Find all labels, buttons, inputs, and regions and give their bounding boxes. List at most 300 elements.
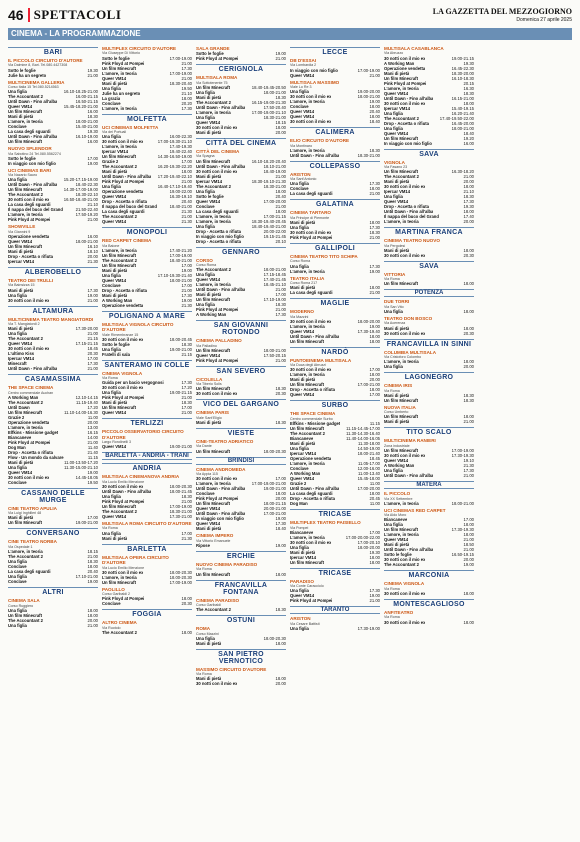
film-title: Il nappa del buco del Grand [102, 204, 157, 210]
film-row [196, 420, 286, 425]
film-title: 30 notti con il mio ex [196, 681, 238, 687]
film-times: 20.00 [87, 419, 98, 425]
cinema-name: UCI CINEMAS MOLFETTA [102, 124, 159, 130]
film-times: 20.10 [275, 238, 286, 244]
film-title: Un film Minecraft [8, 520, 42, 526]
film-title: Queer VM14 [102, 194, 127, 200]
cinema-block [8, 278, 98, 303]
film-title: Ipercar VM14 [102, 149, 129, 155]
film-title: Queer VM14 [196, 352, 221, 358]
film-times: 17.10-19.00 [263, 297, 286, 303]
film-title: 30 notti con il mio ex [102, 569, 144, 575]
cinema-name: ROMA [196, 626, 211, 632]
cinema-address: Via Luigi Inghilleri 48 [8, 511, 42, 516]
film-title: Pink Floyd at Pompei [102, 596, 145, 602]
cinema-address: Via Vittorio Emanuele [196, 538, 231, 543]
film-times: 17.20-19.40-22.10 [157, 174, 192, 180]
film-times: 16.10 [87, 244, 98, 250]
film-times: 19.00 [275, 516, 286, 522]
film-title: L'amore, in teoria [8, 212, 43, 218]
film-title: Sotto le foglie [384, 552, 412, 558]
film-times: 17.00 [369, 367, 380, 373]
city-heading: TITO SCALO [384, 427, 474, 436]
city-heading: GENNARO [196, 247, 286, 256]
film-title: Queer VM14 [384, 130, 409, 136]
film-times: 19.50 [181, 85, 192, 91]
film-times: 20.00 [369, 377, 380, 383]
listing-column [290, 44, 380, 838]
cinema-address: Via Acerenza [384, 321, 406, 326]
film-title: L'amore, in teoria [384, 532, 419, 538]
film-row [290, 501, 380, 506]
film-times: 18.00 [369, 491, 380, 497]
city-heading: MAGLIE [290, 298, 380, 307]
cinema-name: MULTISALA ROMA [196, 75, 238, 81]
film-times: 18.40 [275, 526, 286, 532]
film-times: 21.15 [181, 351, 192, 357]
cinema-name: DB D'ESSAI [290, 58, 317, 63]
film-title: Until Dawn - Fino all'alba [8, 99, 58, 105]
film-times: 18.30 [275, 607, 286, 613]
cinema-address: Via Abruzzo [384, 51, 404, 56]
film-times: 17.00-19.00 [169, 55, 192, 61]
film-times: 18.00 [463, 325, 474, 331]
cinema-block [102, 322, 192, 357]
film-times: 18.00 [181, 596, 192, 602]
film-times: 21.00 [181, 214, 192, 220]
film-row [290, 191, 380, 196]
film-times: 19.00-21.00 [75, 520, 98, 526]
film-title: Until Dawn [8, 404, 30, 410]
film-title: Biancaneve [290, 529, 314, 535]
film-title: Una figlia [384, 110, 403, 116]
film-row [384, 419, 474, 424]
film-title: Ripose [196, 542, 210, 548]
film-times: 18.30 [87, 559, 98, 565]
cinema-address: Corso Roma 217 [290, 281, 318, 286]
cinema-name: TEATRO ITALIA [290, 275, 325, 281]
film-title: Queer VM14 [290, 114, 315, 120]
film-times: 18.40-19.40-21.00 [251, 223, 286, 229]
cinema-name: UCI CINEMAS BARI [8, 167, 51, 173]
film-times: 18.00 [463, 184, 474, 190]
film-title: La casa degli sguardi [196, 208, 239, 214]
cinema-address: Centro commerciale Surbo [290, 416, 333, 421]
film-title: L'amore, in teoria [290, 99, 325, 105]
film-times: 17.00 [369, 392, 380, 398]
film-times: 16.15 [87, 429, 98, 435]
film-times: 17.30-21.00 [169, 514, 192, 520]
film-times: 17.20 [87, 404, 98, 410]
film-title: Queer VM14 [196, 277, 221, 283]
film-title: Mani di pietà [196, 526, 222, 532]
film-times: 20.40 [275, 193, 286, 199]
film-title: Operazione vendetta [102, 189, 144, 195]
film-times: 18.30 [463, 90, 474, 96]
film-times: 21.00 [463, 547, 474, 553]
cinema-address: Via Pergolesi [384, 243, 406, 248]
film-title: In viaggio con mio figlio [384, 140, 432, 146]
film-times: 17.40-21.20 [169, 247, 192, 253]
film-times: 18.30-21.00 [263, 183, 286, 189]
film-title: Una figlia [196, 115, 215, 121]
cinema-block [102, 371, 192, 416]
cinema-address: Via Nazario Sauro [8, 173, 38, 178]
film-title: L'amore, in teoria [384, 219, 419, 225]
cinema-address: Via Ospedale 1 [8, 544, 33, 549]
film-times: 18.00-20.30 [263, 448, 286, 454]
film-title: Until Dawn - Fino all'alba [8, 134, 58, 140]
cinema-block [384, 610, 474, 625]
film-title: Grazie 2 [102, 159, 119, 165]
film-times: 18.00 [369, 338, 380, 344]
film-title: L'amore, in teoria [102, 70, 137, 76]
film-title: The Accountant 2 [290, 431, 325, 437]
film-title: Mani di pietà [290, 220, 316, 226]
city-heading: SANTERAMO IN COLLE [102, 360, 192, 369]
film-title: Mani di pietà [8, 459, 34, 465]
city-heading: COLLEPASSO [290, 161, 380, 170]
film-times: 11.00-13.50-17.20 [64, 459, 98, 465]
film-title: Queer VM14 [384, 90, 409, 96]
film-title: Queer VM14 [290, 593, 315, 599]
film-title: Una figlia [290, 225, 309, 231]
film-times: 19.00 [275, 542, 286, 548]
film-times: 21.30 [181, 209, 192, 215]
film-row [8, 480, 98, 485]
film-title: 30 notti con il mio ex [196, 391, 238, 397]
film-title: L'amore, in teoria [196, 481, 231, 487]
film-times: 19.00-21.00 [263, 486, 286, 492]
city-heading: FRANCAVILLA IN SINNI [384, 339, 474, 348]
film-title: Un film Minecraft [196, 297, 230, 303]
cinema-address: Via Roma [384, 586, 400, 591]
film-title: Un film Minecraft [196, 448, 230, 454]
film-title: L'amore, in teoria [8, 549, 43, 555]
film-times: 18.00 [463, 359, 474, 365]
film-times: 17.50-19.20 [75, 212, 98, 218]
film-times: 20.30 [275, 391, 286, 397]
film-times: 19.00 [87, 579, 98, 585]
film-title: Una figlia [290, 588, 309, 594]
film-title: Queer VM14 [290, 476, 315, 482]
cinema-block [384, 316, 474, 336]
film-title: Una figlia [102, 85, 121, 91]
film-title: Ipercar VM14 [290, 451, 317, 457]
film-title: Un film Minecraft [8, 109, 42, 115]
film-times: 11.05-17.00 [357, 461, 380, 467]
film-times: 18.30 [463, 397, 474, 403]
film-times: 18.40-21.00 [169, 204, 192, 210]
cinema-block [290, 520, 380, 565]
film-times: 21.15 [87, 336, 98, 342]
film-times: 18.30-21.00 [169, 509, 192, 515]
cinema-block [196, 467, 286, 532]
cinema-name: CINE TEATRO APULIA [8, 505, 57, 511]
film-title: Drop - Accetta o rifiuta [384, 204, 429, 210]
film-times: 17.30-19.00 [357, 625, 380, 631]
film-times: 21.00 [463, 537, 474, 543]
film-times: 18.00-20.30 [263, 635, 286, 641]
film-title: The Accountant 2 [384, 115, 419, 121]
film-times: 18.00-20.45 [169, 336, 192, 342]
film-times: 17.00-20.00 [357, 486, 380, 492]
film-title: 30 notti con il mio ex [102, 484, 144, 490]
film-title: Un film Minecraft [196, 386, 230, 392]
cinema-address: Via Pompei [290, 525, 309, 530]
film-title: The Accountant 2 [384, 174, 419, 180]
film-times: 21.00 [181, 395, 192, 401]
city-heading: SAVA [384, 149, 474, 158]
film-times: 17.50-20.40 [263, 105, 286, 111]
film-times: 18.00 [369, 220, 380, 226]
film-times: 18.00 [369, 333, 380, 339]
city-heading: SURBO [290, 400, 380, 409]
film-times: 18.50 [463, 542, 474, 548]
film-times: 17.00 [87, 356, 98, 362]
film-title: In viaggio con mio figlio [290, 67, 338, 73]
film-title: Un film Minecraft [290, 338, 324, 344]
cinema-name: CINEMA PARADISO [196, 597, 240, 603]
film-times: 19.10 [463, 458, 474, 464]
film-times: 18.15 [87, 549, 98, 555]
film-title: Mani di pietà [290, 285, 316, 291]
film-title: Il nappa del buco del Grand [384, 214, 439, 220]
cinema-address: Corso Garibaldi 2 [102, 592, 130, 597]
film-times: 21.00 [87, 622, 98, 628]
film-title: Dog Man [8, 444, 26, 450]
city-heading: LAGONEGRO [384, 372, 474, 381]
cinema-block [102, 587, 192, 607]
cinema-block [384, 350, 474, 370]
film-title: 30 notti con il mio ex [290, 230, 332, 236]
film-times: 21.30 [87, 259, 98, 265]
cinema-block [8, 224, 98, 264]
cinema-block [290, 358, 380, 398]
cinema-block [196, 562, 286, 577]
film-times: 20.20 [181, 100, 192, 106]
film-times: 20.30 [87, 351, 98, 357]
film-title: Sotto le foglie [196, 51, 224, 57]
film-title: Una figlia [8, 607, 27, 613]
film-times: 17.30 [181, 65, 192, 71]
film-times: 18.00 [181, 629, 192, 635]
cinema-block [384, 491, 474, 506]
film-times: 17.30 [369, 181, 380, 187]
film-title: Un film Minecraft [384, 135, 418, 141]
film-times: 19.15-21.45 [263, 233, 286, 239]
film-title: Pink Floyd at Pompei [196, 56, 239, 62]
cinema-address: Corso Umberto [384, 410, 409, 415]
listing-column [196, 44, 286, 838]
city-heading: TERLIZZI [102, 418, 192, 427]
film-title: Un film Minecraft [102, 504, 136, 510]
city-heading: MARCONIA [384, 570, 474, 579]
film-title: 30 notti con il mio ex [384, 184, 426, 190]
cinema-name: PUNTOEINEMA MULTISALA [290, 357, 352, 363]
cinema-address: Via Dalmine 8, Bari. Tel.080.4427308 [8, 63, 68, 68]
film-title: Una figlia [196, 635, 215, 641]
film-title: Drop - Accetta o rifiuta [102, 199, 147, 205]
film-times: 17.00 [463, 517, 474, 523]
film-title: Conclave [290, 104, 309, 110]
film-title: A Working Man [8, 394, 39, 400]
film-times: 18.30 [275, 420, 286, 426]
film-times: 17.30-19.40 [357, 328, 380, 334]
film-title: L'amore, in teoria [102, 574, 137, 580]
film-times: 16.45-20.00 [451, 120, 474, 126]
film-times: 17.15-18.45 [263, 272, 286, 278]
cinema-name: NUOVO CINEMA PARADISO [196, 561, 258, 567]
film-times: 19.00-21.15 [451, 55, 474, 61]
film-times: 17.00-20.10 [357, 539, 380, 545]
film-title: Una figlia [102, 390, 121, 396]
film-title: Mani di pietà [384, 247, 410, 253]
film-row [8, 623, 98, 628]
film-times: 21.00 [369, 290, 380, 296]
listing-column [478, 44, 568, 838]
cinema-block [196, 149, 286, 244]
film-title: Una figlia [384, 522, 403, 528]
film-title: Mani di pietà [196, 292, 222, 298]
film-title: 30 notti con il mio ex [384, 100, 426, 106]
film-times: 16.10-18.20-20.40 [251, 158, 286, 164]
film-title: Sotto le foglie [8, 155, 36, 161]
film-title: Pink Floyd at Pompei [196, 307, 239, 313]
film-title: Conclave [102, 282, 121, 288]
film-title: Queer VM14 [290, 392, 315, 398]
film-title: Ipercar VM14 [384, 105, 411, 111]
film-title: Conclave [290, 186, 309, 192]
film-title: The Accountant 2 [102, 257, 137, 263]
film-title: Mani di pietà [8, 326, 34, 332]
header-divider [28, 8, 30, 22]
cinema-name: MULTISALA ROMA CIRCUITO D'AUTORE [102, 521, 192, 527]
film-row [196, 543, 286, 548]
film-title: Queer VM14 [102, 277, 127, 283]
film-times: 17.30 [369, 225, 380, 231]
cinema-block [384, 581, 474, 596]
cinema-name: MULTISALA OPERA CIRCUITO D'AUTORE [102, 554, 169, 566]
film-title: Mani di pietà [384, 179, 410, 185]
province-heading: TARANTO [290, 606, 380, 614]
film-times: 19.00 [369, 323, 380, 329]
film-title: Drop - Accetta o rifiuta [8, 449, 53, 455]
cinema-block [290, 254, 380, 274]
film-times: 18.00-21.00 [263, 267, 286, 273]
film-row [8, 217, 98, 222]
film-title: Una figlia [196, 223, 215, 229]
film-title: Pink Floyd at Pompei [102, 395, 145, 401]
film-times: 21.00 [181, 410, 192, 416]
film-title: The Accountant 2 [196, 183, 231, 189]
film-title: Un film Minecraft [102, 405, 136, 411]
film-times: 17.30 [369, 263, 380, 269]
film-times: 21.00 [463, 473, 474, 479]
film-times: 21.00 [369, 598, 380, 604]
page-number: 46 [8, 7, 24, 23]
film-title: La casa degli sguardi [290, 290, 333, 296]
film-times: 16.50-19.15 [451, 552, 474, 558]
film-times: 19.00 [87, 160, 98, 166]
listing-columns [8, 44, 572, 838]
film-title: Grazie 2 [8, 414, 25, 420]
film-times: 17.30 [181, 380, 192, 386]
film-title: Ipercar VM14 [384, 189, 411, 195]
city-heading: CONVERSANO [8, 528, 98, 537]
film-times: 21.00 [87, 554, 98, 560]
film-times: 20.40 [87, 569, 98, 575]
film-title: Mani di pietà [102, 400, 128, 406]
cinema-address: Via XX Settembre [384, 496, 413, 501]
film-title: Grazie 2 [290, 481, 307, 487]
cinema-address: Via Roma [384, 277, 400, 282]
city-heading: SAN SEVERO [196, 366, 286, 375]
film-times: 18.00 [369, 114, 380, 120]
film-title: Operazione vendetta [8, 234, 50, 240]
film-row [102, 514, 192, 519]
cinema-address: Centro commerciale Auchan [8, 390, 54, 395]
cinema-block [196, 338, 286, 363]
province-heading: MATERA [384, 481, 474, 489]
cinema-block [290, 309, 380, 344]
film-row [384, 473, 474, 478]
film-title: 30 notti con il mio ex [384, 619, 426, 625]
film-title: Drop - Accetta o rifiuta [102, 287, 147, 293]
cinema-name: IL PICCOLO CIRCUITO D'AUTORE [8, 58, 83, 63]
film-times: 14.30-17.00-19.00 [63, 187, 98, 193]
film-title: Un film Minecraft [290, 559, 324, 565]
film-times: 20.30 [463, 252, 474, 258]
film-title: Un film Minecraft [102, 154, 136, 160]
film-times: 16.00 [87, 139, 98, 145]
cinema-name: RED CARPET CINEMA [102, 238, 152, 244]
city-heading: TRICASE [290, 568, 380, 577]
film-times: 18.00 [369, 285, 380, 291]
film-title: A Working Man [196, 312, 227, 318]
listing-column [8, 44, 98, 838]
film-times: 17.30 [275, 521, 286, 527]
film-times: 17.00-21.00 [357, 382, 380, 388]
film-title: Pink Floyd at Pompei [102, 499, 145, 505]
film-row [290, 269, 380, 274]
film-row [384, 562, 474, 567]
cinema-name: MODERNO [290, 309, 314, 315]
film-row [196, 358, 286, 363]
film-title: Until Dawn - Fino all'alba [196, 163, 246, 169]
cinema-address: Via Principe di Piemonte [290, 215, 330, 220]
cinema-address: Corso Garibaldi [196, 602, 221, 607]
film-row [8, 73, 98, 78]
cinema-address: Zona industriale [384, 443, 410, 448]
film-times: 20.00 [275, 130, 286, 136]
film-times: 11.00-13.40 [357, 471, 380, 477]
film-times: 21.00 [275, 56, 286, 62]
film-title: Conclave [8, 579, 27, 585]
film-title: L'amore, in teoria [290, 461, 325, 467]
film-title: Conclave [196, 203, 215, 209]
cinema-address: Via Mazzini [290, 314, 309, 319]
film-title: In viaggio con mio figlio [196, 516, 244, 522]
film-title: Mani di pietà [102, 535, 128, 541]
film-times: 18.00 [463, 590, 474, 596]
film-times: 21.00 [87, 297, 98, 303]
city-heading: OSTUNI [196, 615, 286, 624]
film-times: 17.40 [463, 214, 474, 220]
film-title: Queer VM14 [196, 198, 221, 204]
film-row [102, 303, 192, 308]
film-times: 18.00 [369, 559, 380, 565]
